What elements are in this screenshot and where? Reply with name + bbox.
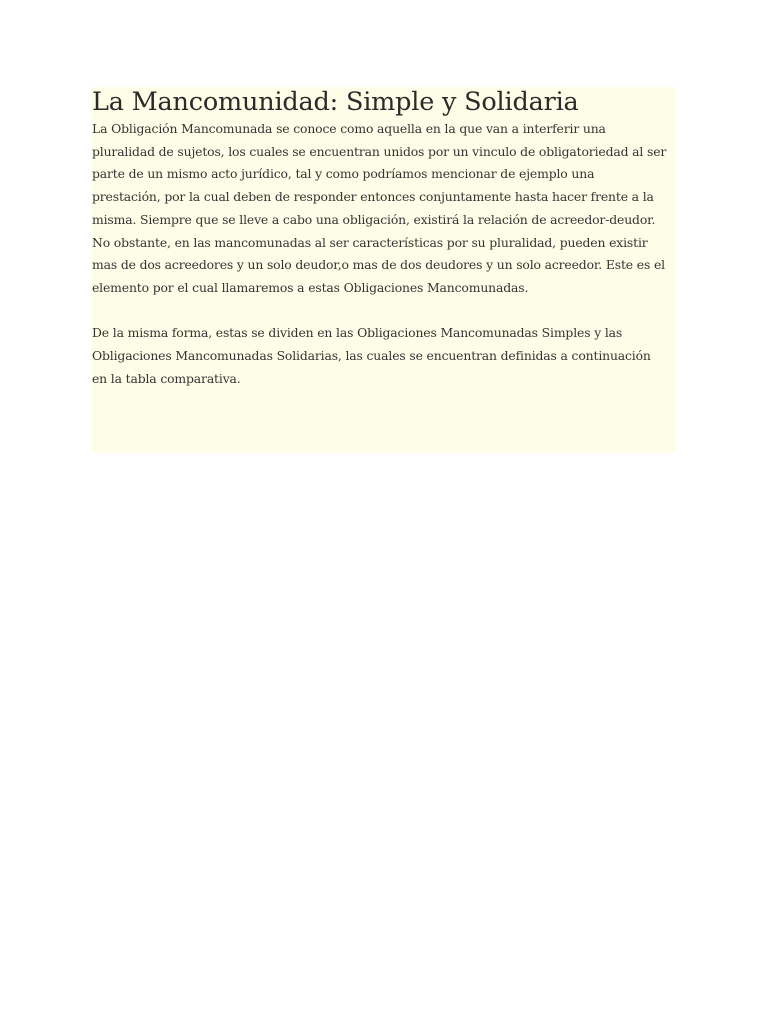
note-box bbox=[92, 87, 675, 453]
page-title: La Mancomunidad: Simple y Solidaria bbox=[92, 87, 579, 117]
paragraph-1-line: parte de un mismo acto jurídico, tal y como podríamos mencionar de ejemplo una bbox=[92, 166, 595, 182]
paragraph-1-line: elemento por el cual llamaremos a estas Obligaciones Mancomunadas. bbox=[92, 279, 529, 295]
paragraph-1-line: No obstante, en las mancomunadas al ser características por su pluralidad, pueden existir bbox=[92, 234, 648, 250]
paragraph-1-line: misma. Siempre que se lleve a cabo una obligación, existirá la relación de acreedor-deudor. bbox=[92, 211, 656, 227]
paragraph-2-line: Obligaciones Mancomunadas Solidarias, las cuales se encuentran definidas a continuación bbox=[92, 348, 651, 364]
paragraph-2-line: en la tabla comparativa. bbox=[92, 370, 241, 386]
paragraph-1 bbox=[92, 118, 673, 300]
paragraph-1-line: La Obligación Mancomunada se conoce como aquella en la que van a interferir una bbox=[92, 121, 606, 136]
paragraph-spacer bbox=[92, 300, 673, 323]
paragraph-1-line: pluralidad de sujetos, los cuales se encuentran unidos por un vinculo de obligatoriedad al ser bbox=[92, 143, 667, 159]
paragraph-1-line: mas de dos acreedores y un solo deudor,o mas de dos deudores y un solo acreedor. Este es el bbox=[92, 257, 665, 273]
paragraph-2 bbox=[92, 322, 673, 390]
paragraph-2-line: De la misma forma, estas se dividen en las Obligaciones Mancomunadas Simples y las bbox=[92, 325, 623, 341]
paragraph-1-line: prestación, por la cual deben de responder entonces conjuntamente hasta hacer frente a la bbox=[92, 189, 654, 205]
